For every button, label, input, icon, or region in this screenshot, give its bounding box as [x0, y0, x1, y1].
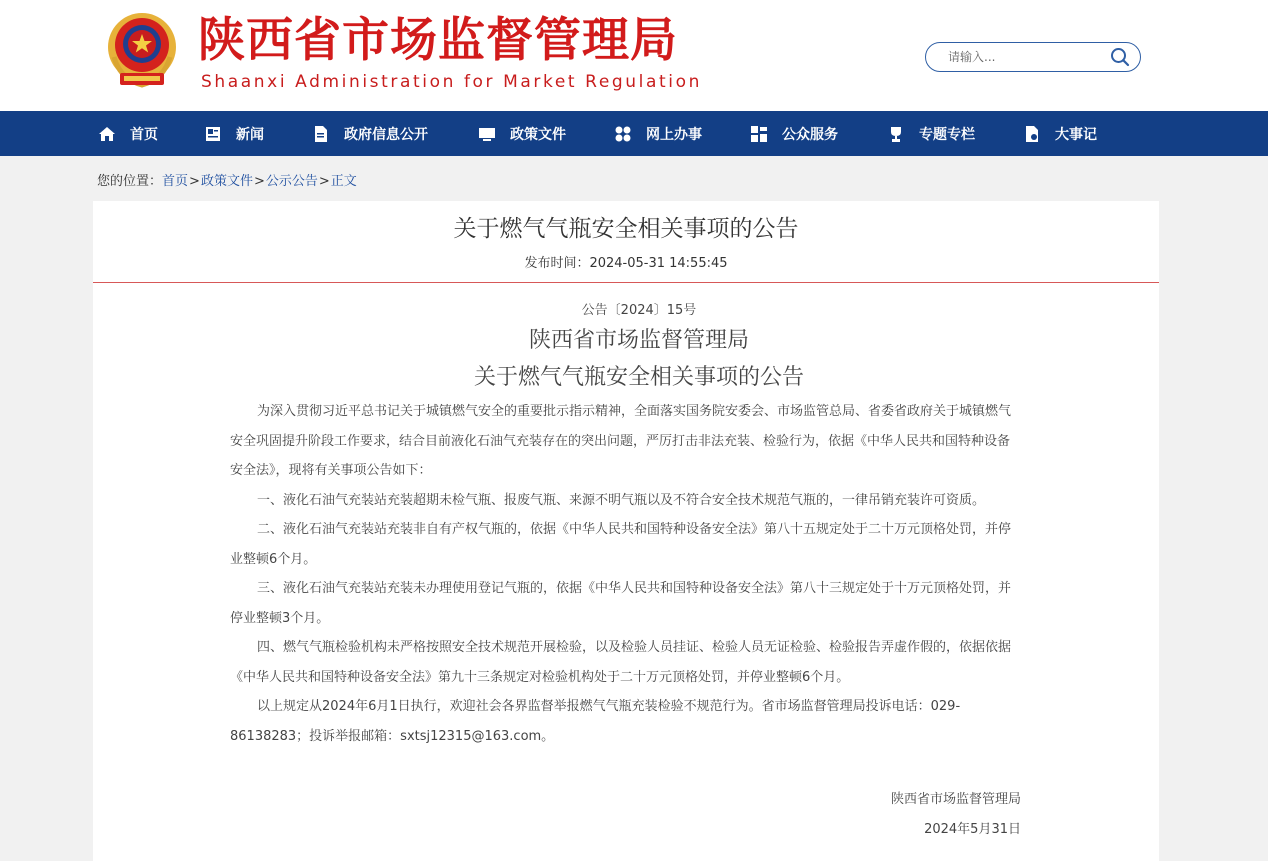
breadcrumb-prefix: 您的位置：	[97, 174, 163, 189]
nav-label: 政府信息公开	[344, 126, 428, 143]
nav-item-gov-info[interactable]	[312, 111, 428, 156]
breadcrumb-separator: >	[253, 174, 265, 189]
article-panel	[93, 201, 1159, 861]
nav-item-special-topics[interactable]	[887, 111, 975, 156]
nav-item-public-services[interactable]	[750, 111, 838, 156]
nav-label: 政策文件	[510, 126, 566, 143]
monitor-icon	[478, 125, 496, 143]
publish-time: 发布时间：2024-05-31 14:55:45	[524, 256, 728, 271]
nav-item-news[interactable]	[204, 111, 264, 156]
main-nav	[0, 111, 1268, 156]
site-title: 陕西省市场监督管理局	[198, 13, 678, 68]
nav-item-chronicle[interactable]	[1023, 111, 1097, 156]
document-title: 关于燃气气瓶安全相关事项的公告	[473, 365, 804, 390]
home-icon	[98, 125, 116, 143]
article-paragraph: 三、液化石油气充装站充装未办理使用登记气瓶的，依据《中华人民共和国特种设备安全法》第八十三规定处于十万元顶格处罚，并停业整顿3个月。	[230, 581, 1012, 626]
breadcrumb-separator: >	[189, 174, 200, 189]
services-icon	[750, 125, 768, 143]
article-paragraph: 四、燃气气瓶检验机构未严格按照安全技术规范开展检验，以及检验人员挂证、检验人员无证检验、检验报告弄虚作假的，依据依据《中华人民共和国特种设备安全法》第九十三条规定对检验机构处于二十万元顶格处罚，并停业整顿6个月。	[230, 640, 1012, 685]
nav-label: 大事记	[1055, 126, 1097, 143]
nav-label: 新闻	[236, 126, 264, 143]
document-number: 公告〔2024〕15号	[581, 303, 697, 318]
document-issuer: 陕西省市场监督管理局	[528, 328, 749, 353]
nav-item-home[interactable]	[98, 111, 158, 156]
breadcrumb-link-policy[interactable]: 政策文件	[200, 174, 253, 189]
nav-label: 网上办事	[646, 126, 702, 143]
site-subtitle-english: Shaanxi Administration for Market Regulation	[201, 72, 702, 92]
breadcrumb-link-announcements[interactable]: 公示公告	[265, 174, 318, 189]
article-paragraph: 以上规定从2024年6月1日执行，欢迎社会各界监督举报燃气气瓶充装检验不规范行为。省市场监督管理局投诉电话：029-86138283；投诉举报邮箱：sxtsj12315@163.com。	[230, 699, 961, 744]
search-input[interactable]	[948, 48, 1098, 66]
breadcrumb-link-home[interactable]: 首页	[162, 174, 189, 189]
grid-icon	[614, 125, 632, 143]
trophy-icon	[887, 125, 905, 143]
search-icon[interactable]	[1110, 47, 1130, 67]
nav-label: 专题专栏	[919, 126, 975, 143]
nav-item-policy[interactable]	[478, 111, 566, 156]
nav-label: 首页	[130, 126, 158, 143]
title-divider	[93, 282, 1159, 283]
article-paragraph: 为深入贯彻习近平总书记关于城镇燃气安全的重要批示指示精神，全面落实国务院安委会、市场监管总局、省委省政府关于城镇燃气安全巩固提升阶段工作要求，结合目前液化石油气充装存在的突出问题，严厉打击非法充装、检验行为，依据《中华人民共和国特种设备安全法》，现将有关事项公告如下：	[230, 404, 1012, 478]
nav-item-online-services[interactable]	[614, 111, 702, 156]
breadcrumb-separator: >	[318, 174, 330, 189]
breadcrumb	[97, 170, 357, 189]
breadcrumb-link-body[interactable]: 正文	[330, 174, 357, 189]
document-icon	[312, 125, 330, 143]
national-emblem-icon	[100, 9, 184, 93]
article-paragraph: 二、液化石油气充装站充装非自有产权气瓶的，依据《中华人民共和国特种设备安全法》第八十五规定处于二十万元顶格处罚，并停业整顿6个月。	[230, 522, 1012, 567]
record-icon	[1023, 125, 1041, 143]
newspaper-icon	[204, 125, 222, 143]
article-body	[230, 397, 1022, 751]
search-box[interactable]	[925, 42, 1141, 72]
site-header	[0, 0, 1268, 111]
article-title: 关于燃气气瓶安全相关事项的公告	[453, 216, 799, 242]
nav-label: 公众服务	[782, 126, 838, 143]
article-paragraph: 一、液化石油气充装站充装超期未检气瓶、报废气瓶、来源不明气瓶以及不符合安全技术规范气瓶的，一律吊销充装许可资质。	[257, 492, 986, 508]
signature-date: 2024年5月31日	[924, 822, 1021, 837]
signature-org: 陕西省市场监督管理局	[890, 792, 1021, 807]
